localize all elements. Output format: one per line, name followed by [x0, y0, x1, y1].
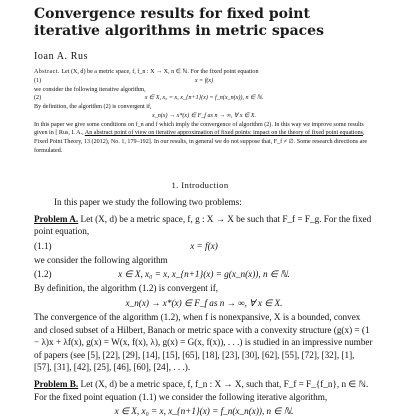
- abstract-equation-3: [34, 112, 374, 121]
- abstract-summary-tail: , Fixed Point Theory, 13 (2012), No. 1, 179–192]. In our results, in general we do not suppose that, F_f ≠ ∅. Some research directions are formulated.: [34, 130, 368, 154]
- equation: x ∈ X, x₀ = x, x_{n+1}(x) = g(x_n(x)), n ∈ ℕ.: [118, 269, 290, 280]
- body-text: [34, 196, 374, 419]
- problem-b-label: Problem B.: [34, 378, 79, 389]
- equation: x_n(x) → x*(x) ∈ F_f as n → ∞, ∀ x ∈ X.: [151, 112, 257, 119]
- problem-a: [34, 213, 374, 238]
- paper-author: Ioan A. Rus: [34, 51, 89, 62]
- abstract-equation-2: [34, 94, 374, 103]
- equation: x_n(x) → x*(x) ∈ F_f as n → ∞, ∀ x ∈ X.: [125, 297, 283, 308]
- equation-number: (1.1): [34, 240, 52, 251]
- equation-convergence: [34, 295, 374, 311]
- problem-a-paragraph: The convergence of the algorithm (1.2), when f is nonexpansive, X is a bounded, convex and closed subset of a Hilbert, Banach or metric space with a convexity structure (g(x) = (1 − λ)x + λf(x), g(x) = W(x, f(x), λ), g(x) = G(x, f(x)), . . .) is studied in an impressive number of papers (see [5], [22], [29], [14], [15], [65], [18], [23], [30], [62], [55], [72], [32], [1], [57], [31], [42], [25], [46], [60], [24], . . .).: [34, 311, 373, 373]
- abstract-intro: [34, 68, 374, 77]
- reference-link[interactable]: An abstract point of view on iterative approximation of fixed points: impact on the theory of fixed point equations: [84, 130, 364, 137]
- problem-b: [34, 378, 374, 403]
- abstract-consider: we consider the following iterative algorithm,: [34, 86, 146, 93]
- equation-number: (2): [34, 95, 42, 102]
- equation-number: (1): [34, 77, 42, 84]
- section-heading: 1. Introduction: [171, 180, 229, 190]
- abstract-intro-text: Let (X, d) be a metric space, f, f_n : X → X, n ∈ ℕ. For the fixed point equation: [61, 69, 259, 75]
- equation: x = f(x): [194, 77, 214, 84]
- equation-1-2: [34, 266, 374, 282]
- abstract-summary-text: In this paper we give some conditions on f_n and f which imply the convergence of algorithm (2). In this way we improve some results given in [ Rus, I. A.,: [34, 121, 364, 137]
- problem-a-definition: By definition, the algorithm (1.2) is convergent if,: [34, 283, 219, 294]
- intro-sentence: In this paper we study the following two problems:: [54, 197, 242, 207]
- equation: x ∈ X, x₀ = x, x_{n+1}(x) = f_n(x_n(x)), n ∈ ℕ.: [144, 95, 264, 102]
- abstract-definition: By definition, the algorithm (2) is convergent if,: [34, 104, 152, 111]
- abstract-equation-1: [34, 77, 374, 86]
- problem-a-label: Problem A.: [34, 213, 79, 224]
- problem-a-text: Let (X, d) be a metric space, f, g : X → X be such that F_f = F_g. For the fixed point equation,: [34, 213, 372, 237]
- problem-a-consider: we consider the following algorithm: [34, 254, 168, 265]
- equation: x ∈ X, x₀ = x, x_{n+1}(x) = f_n(x_n(x)), n ∈ ℕ.: [114, 406, 294, 417]
- abstract: [34, 68, 374, 155]
- equation: x = f(x): [190, 240, 218, 251]
- equation-b: [34, 403, 374, 419]
- problem-b-text: Let (X, d) be a metric space, f, f_n : X → X, such that, F_f = F_{f_n}, n ∈ ℕ. For the fixed point equation (1.1) we consider the following iterative algorithm,: [34, 378, 369, 402]
- equation-number: (1.2): [34, 269, 52, 280]
- abstract-summary: [34, 121, 374, 155]
- abstract-label: Abstract.: [34, 69, 60, 75]
- equation-1-1: [34, 238, 374, 254]
- paper-title: Convergence results for fixed point iterative algorithms in metric spaces: [34, 6, 324, 39]
